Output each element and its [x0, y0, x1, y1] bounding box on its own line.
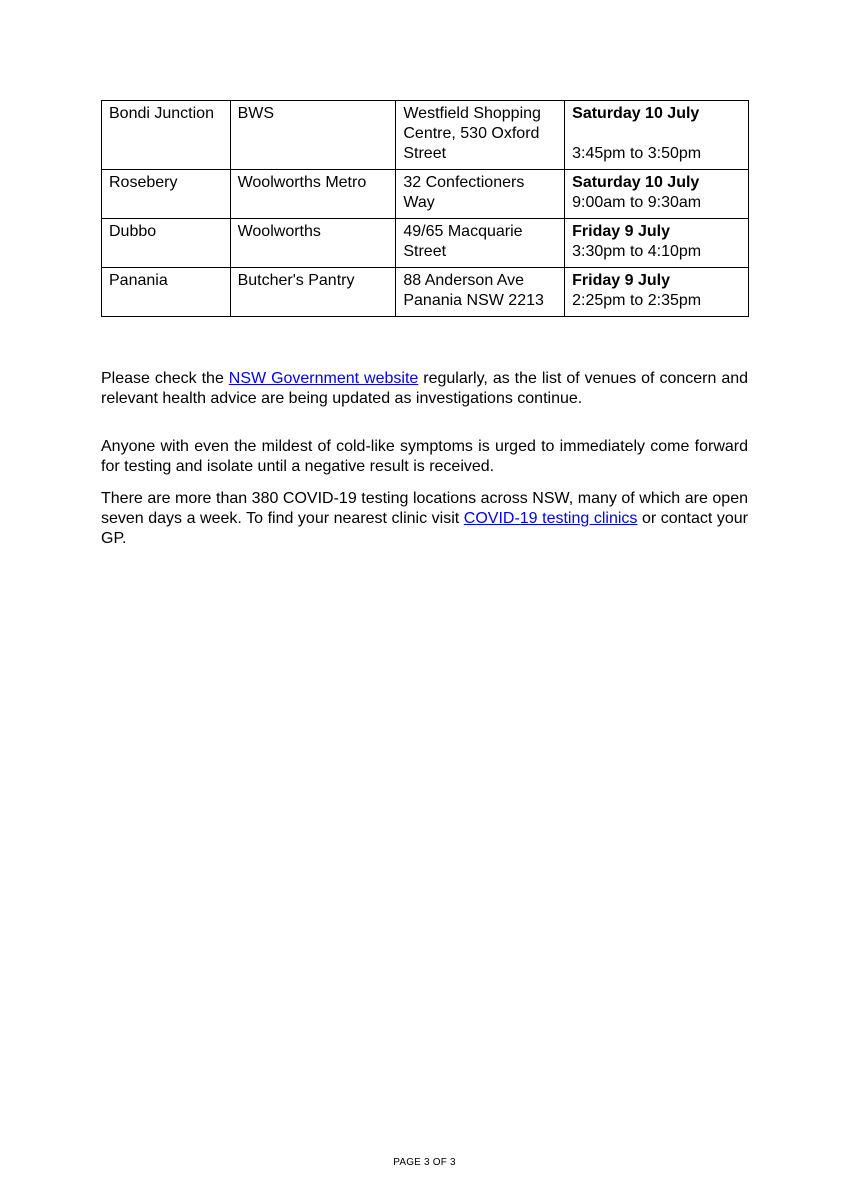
datetime-cell	[565, 101, 749, 170]
nsw-government-website-link[interactable]: NSW Government website	[228, 370, 419, 387]
date-text: Saturday 10 July	[572, 174, 700, 191]
symptoms-paragraph: Anyone with even the mildest of cold-like symptoms is urged to immediately come forward for testing and isolate until a negative result is received.	[101, 438, 748, 475]
table-row	[102, 268, 749, 317]
address-cell: 49/65 Macquarie Street	[396, 219, 565, 268]
venue-cell: Woolworths Metro	[230, 170, 396, 219]
table-row	[102, 170, 749, 219]
testing-locations-paragraph	[101, 489, 748, 549]
paragraph-text: regularly, as the list of venues of concern and relevant health advice are being updated as investigations continue.	[101, 370, 749, 407]
suburb-cell: Bondi Junction	[102, 101, 231, 170]
suburb-cell: Panania	[102, 268, 231, 317]
venues-of-concern-table	[101, 100, 749, 317]
address-cell: Westfield Shopping Centre, 530 Oxford Street	[396, 101, 565, 170]
date-text: Friday 9 July	[572, 272, 670, 289]
datetime-cell	[565, 268, 749, 317]
check-website-paragraph	[101, 369, 748, 409]
paragraph-text: or contact your GP.	[101, 510, 749, 547]
table-row	[102, 101, 749, 170]
venue-cell: Butcher's Pantry	[230, 268, 396, 317]
suburb-cell: Dubbo	[102, 219, 231, 268]
paragraph-text: There are more than 380 COVID-19 testing locations across NSW, many of which are open seven days a week. To find your nearest clinic visit	[101, 490, 748, 527]
paragraph-text: Please check the	[101, 370, 229, 387]
date-text: Friday 9 July	[572, 223, 670, 240]
datetime-cell	[565, 219, 749, 268]
venue-cell: BWS	[230, 101, 396, 170]
table-row	[102, 219, 749, 268]
address-cell: 32 Confectioners Way	[396, 170, 565, 219]
covid-testing-clinics-link[interactable]: COVID-19 testing clinics	[463, 510, 638, 527]
time-text: 3:30pm to 4:10pm	[572, 243, 702, 260]
suburb-cell: Rosebery	[102, 170, 231, 219]
time-text: 3:45pm to 3:50pm	[572, 145, 702, 162]
datetime-cell	[565, 170, 749, 219]
page-number-footer: PAGE 3 OF 3	[393, 1157, 456, 1168]
time-text: 9:00am to 9:30am	[572, 194, 702, 211]
venue-cell: Woolworths	[230, 219, 396, 268]
time-text: 2:25pm to 2:35pm	[572, 292, 702, 309]
address-cell: 88 Anderson Ave Panania NSW 2213	[396, 268, 565, 317]
date-text: Saturday 10 July	[572, 105, 700, 122]
